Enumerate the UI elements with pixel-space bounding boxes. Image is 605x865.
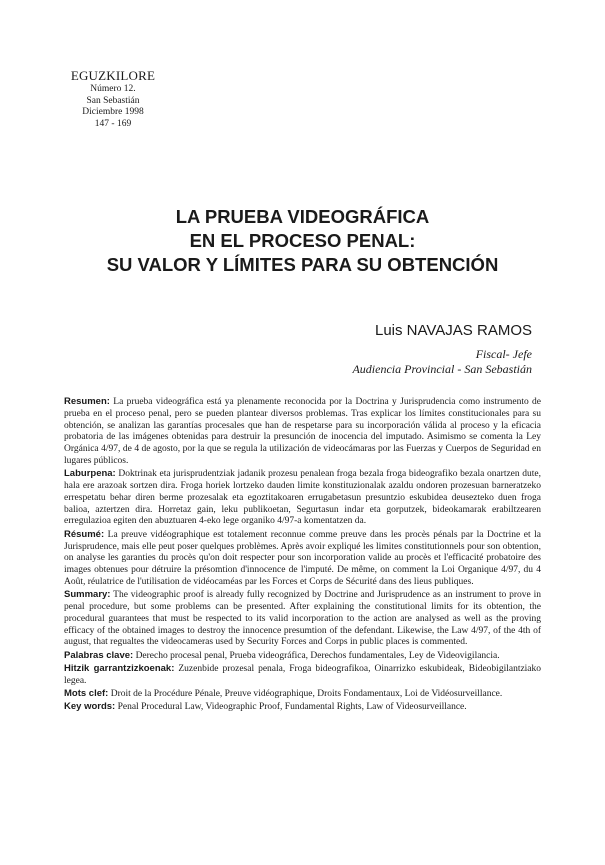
author-position: Fiscal- Jefe — [475, 347, 532, 361]
title-line-1: LA PRUEBA VIDEOGRÁFICA — [175, 206, 430, 227]
journal-city: San Sebastián — [86, 95, 140, 106]
keywords-en — [64, 701, 541, 714]
journal-date: Diciembre 1998 — [82, 107, 144, 117]
author-name: Luis NAVAJAS RAMOS — [375, 322, 532, 339]
journal-name: EGUZKILORE — [70, 68, 156, 83]
title-line-3: SU VALOR Y LÍMITES PARA SU OBTENCIÓN — [106, 254, 499, 275]
journal-pages: 147 - 169 — [94, 118, 132, 129]
keywords-label: Key words: — [64, 701, 116, 713]
keywords-eu — [64, 663, 541, 688]
journal-number: Número 12. — [90, 84, 136, 94]
abstract-label: Resumen: — [64, 396, 110, 407]
abstract-resume — [64, 529, 541, 589]
abstract-resumen — [64, 396, 541, 468]
keywords-label: Mots clef: — [64, 688, 109, 700]
keywords-es — [64, 650, 541, 663]
keywords-text: Droit de la Procédure Pénale, Preuve vidéographique, Droits Fondamentaux, Loi de Vidéosurveillance. — [110, 689, 503, 700]
keywords-text: Penal Procedural Law, Videographic Proof, Fundamental Rights, Law of Videosurveillance. — [117, 702, 467, 713]
abstract-label: Laburpena: — [64, 468, 116, 480]
abstract-label: Résumé: — [64, 528, 105, 540]
author-affiliation — [200, 347, 532, 377]
keywords-fr — [64, 688, 541, 701]
keywords-text: Zuzenbide prozesal penala, Froga bideografikoa, Oinarrizko eskubideak, Bideobigilantziako legea. — [64, 664, 542, 686]
abstract-summary — [64, 589, 541, 649]
abstract-text: La preuve vidéographique est totalement reconnue comme preuve dans les procès pénals par la Doctrine et la Jurisprudence, mais elle peut poser quelques problèmes. Après avoir expliqué les limites constitutionnels pour son obtention, on analyse les garanties du procès qu'on doit respecter pour son incorporation valide au procès et l'efficacité probatoire des images obtenues pour détruire la présomtion d'innocence de l'imputé. De même, on comment la Loi Organique 4/97, du 4 Août, réulatrice de l'utilisation de vidéocaméas par les Forces et Corps de Sécurité dans des lieus publiques. — [64, 529, 541, 587]
title-line-2: EN EL PROCESO PENAL: — [189, 230, 416, 251]
abstract-text: The videographic proof is already fully recognized by Doctrine and Jurisprudence as an instrument to prove in penal procedure, but some problems can be presented. After explaining the constitutional limits for its obtention, the procedural guarantees that must be respected to its valid incorporation to the action are analysed as well as the proving efficacy of the obtained images to destroy the innocence presumtion of the defendant. Likewise, the Law 4/97, of the 4th of august, that regualtes the videocameras used by Security Forces and Corps in public places is commented. — [64, 590, 541, 648]
abstract-label: Summary: — [64, 589, 111, 601]
abstracts-section — [64, 396, 541, 715]
keywords-label: Palabras clave: — [64, 649, 134, 661]
author-institution: Audiencia Provincial - San Sebastián — [352, 362, 532, 376]
article-title — [40, 205, 565, 277]
abstract-laburpena — [64, 468, 541, 528]
abstract-text: Doktrinak eta jurisprudentziak jadanik prozesu penalean froga bezala froga bideografiko bezala onartzen dute, hala ere arazoak sortzen dira. Froga horiek lortzeko dauden limite konstituzionalak azaldu ondoren prozesuan barneratzeko errespetatu behar diren berme prozesalak eta egoztitakoaren errugabetasun presuntzio eskubidea deusezteko duen froga balioa, aztertzen dira. Horretaz gain, leku publikoetan, Segurtasun indar eta gorputzek, bideokamarak erabiltzearen erregulazioa egiten den abuztuaren 4-eko lege organiko 4/97-a komentatzen da. — [64, 469, 542, 527]
keywords-text: Derecho procesal penal, Prueba videográfica, Derechos fundamentales, Ley de Videovigilancia. — [135, 650, 500, 661]
journal-info — [68, 68, 158, 130]
keywords-label: Hitzik garrantzizkoenak: — [64, 663, 175, 675]
abstract-text: La prueba videográfica está ya plenamente reconocida por la Doctrina y Jurisprudencia como instrumento de prueba en el proceso penal, pero se pueden plantear diversos problemas. Tras explicar los límites constitucionales para su obtención, se analizan las garantías procesales que han de respetarse para su incorporación válida al proceso y la eficacia probatoria de las imágenes obtenidas para destruir la presunción de inocencia del imputado. Asimismo se comenta la Ley Orgánica 4/97, de 4 de agosto, por la que se regula la utilización de videocámaras por las Fuerzas y Cuerpos de Seguridad en lugares públicos. — [64, 397, 542, 466]
